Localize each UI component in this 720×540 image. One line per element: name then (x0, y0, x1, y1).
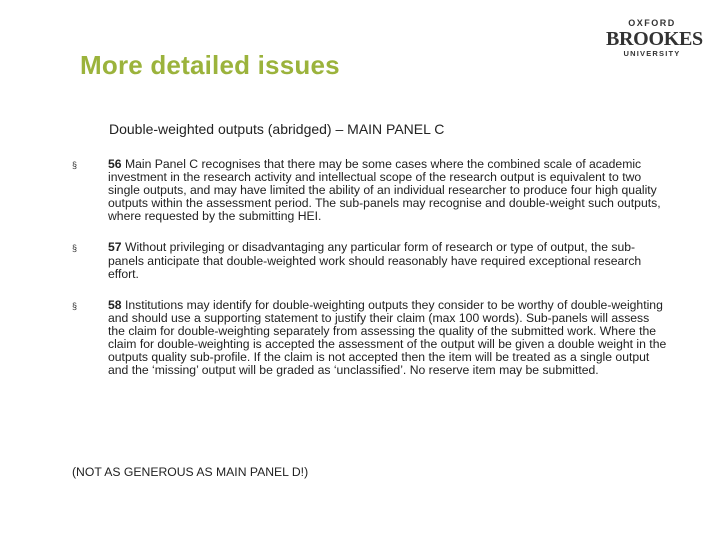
paragraph-number: 58 (108, 297, 122, 312)
bullet-marker: § (72, 243, 78, 254)
list-item (0, 241, 720, 280)
paragraph-body: Institutions may identify for double-weighting outputs they consider to be worthy of double-weighting and should use a supporting statement to justify their claim (max 100 words). Sub-panels will assess the claim for double-weighting separately from assessing the quality of the submitted work. Where the claim for double-weighting is accepted the assessment of the output will be given a double weight in the outputs quality sub-profile. If the claim is not accepted then the item will be treated as a single output and the ‘missing’ output will be graded as ‘unclassified’. No reserve item may be submitted. (108, 297, 667, 378)
logo-line-university: UNIVERSITY (623, 49, 681, 58)
paragraph-number: 56 (108, 157, 122, 171)
list-item (0, 158, 720, 223)
slide-title: More detailed issues (80, 50, 340, 80)
footnote: (NOT AS GENEROUS AS MAIN PANEL D!) (72, 465, 309, 479)
university-logo (606, 18, 703, 59)
item-text (108, 241, 668, 280)
bullet-marker: § (72, 300, 78, 311)
paragraph-number: 57 (108, 240, 122, 255)
slide-subtitle: Double-weighted outputs (abridged) – MAIN PANEL C (109, 121, 445, 137)
bullet-list (0, 158, 720, 395)
list-item (0, 299, 720, 378)
paragraph-body: Main Panel C recognises that there may be some cases where the combined scale of academic investment in the research activity and intellectual scope of the research output is equivalent to two single outputs, and may have limited the ability of an individual researcher to produce four high quality outputs within the assessment period. The sub-panels may recognise and double-weight such outputs, where requested by the submitting HEI. (108, 157, 661, 224)
paragraph-body: Without privileging or disadvantaging any particular form of research or type of output, the sub-panels anticipate that double-weighted work should reasonably have required exceptional research effort. (108, 240, 642, 281)
bullet-marker: § (72, 160, 78, 170)
logo-line-oxford: OXFORD (628, 18, 676, 28)
item-text (108, 299, 668, 378)
logo-line-brookes: BROOKES (606, 28, 703, 50)
item-text (108, 158, 668, 223)
